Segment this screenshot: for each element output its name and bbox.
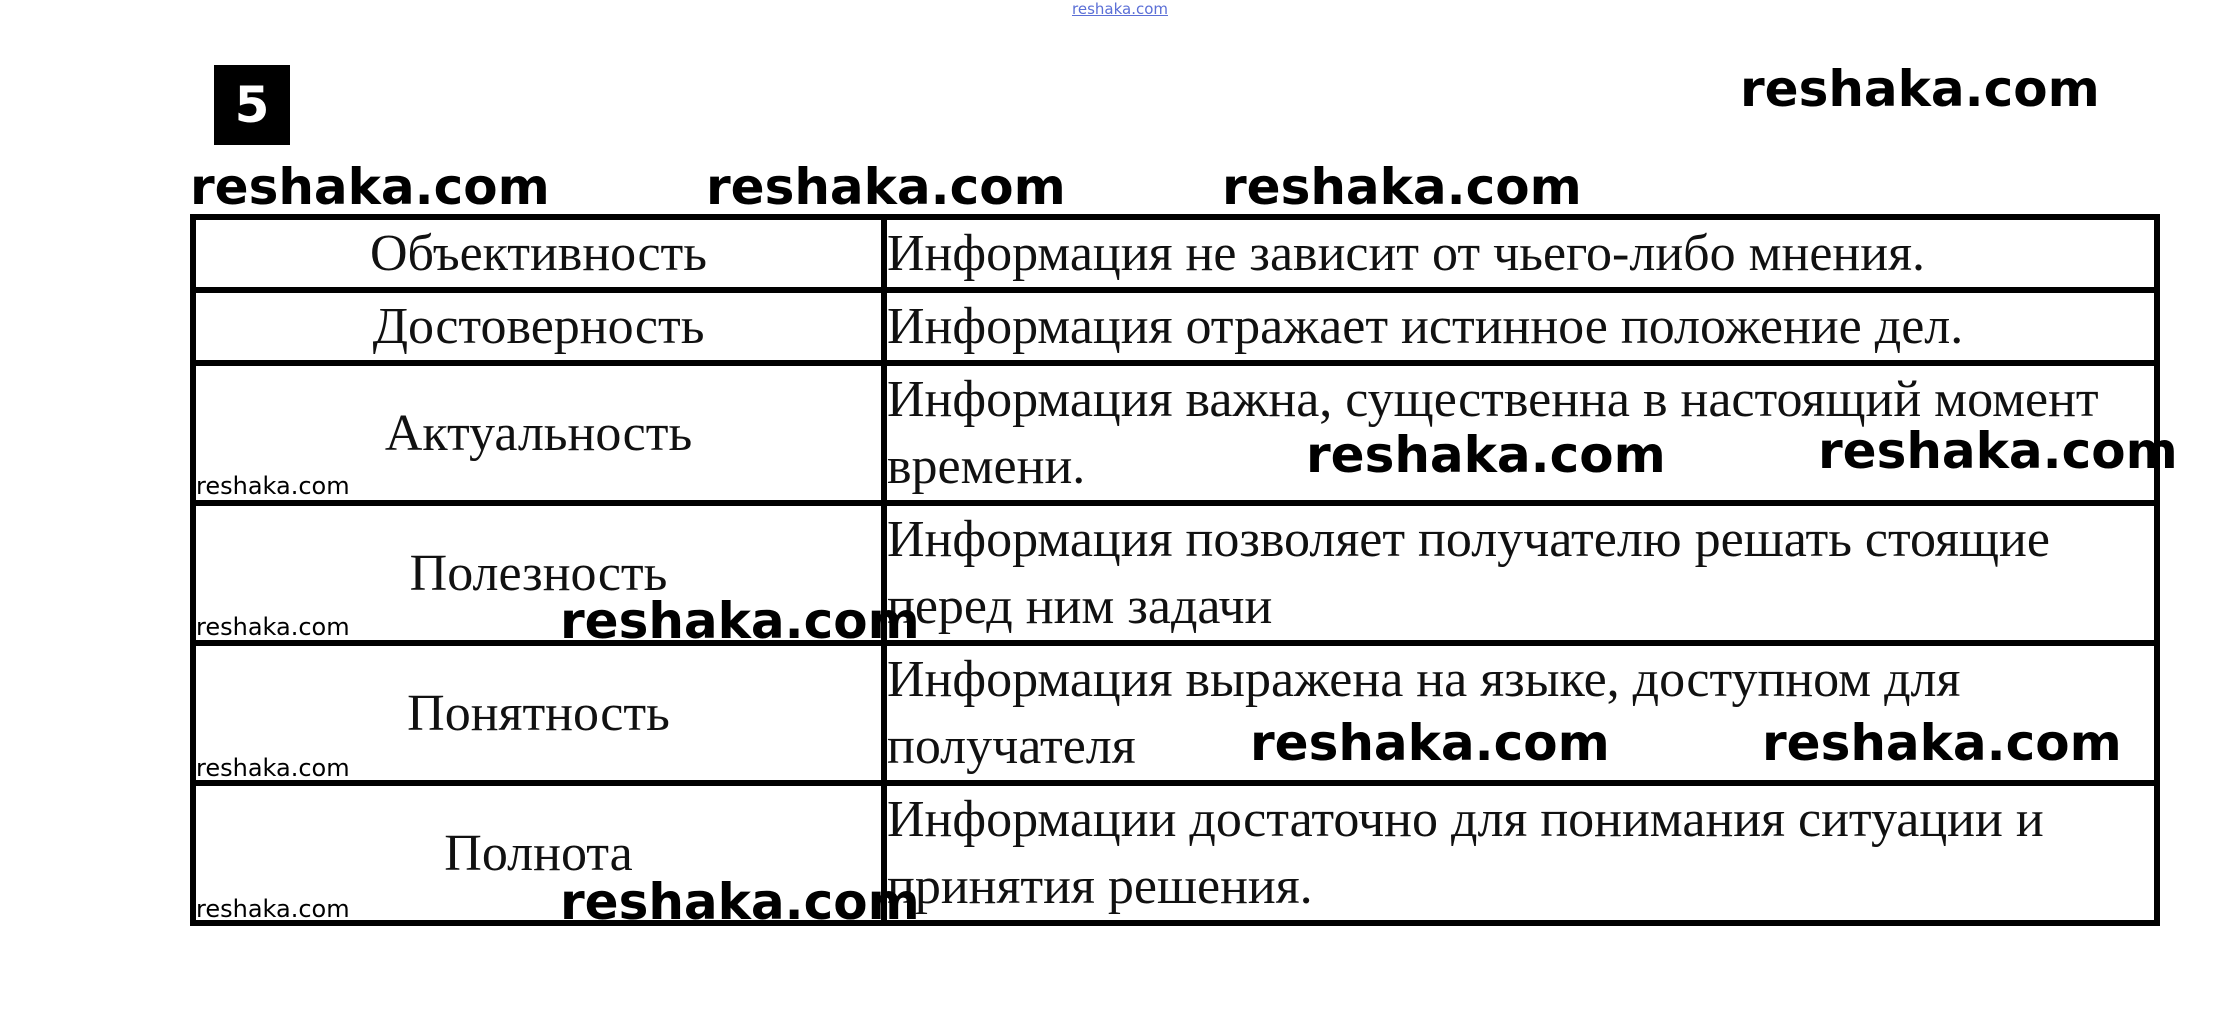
term-label: Объективность — [369, 225, 707, 282]
table-row — [193, 290, 2157, 363]
table-row — [193, 783, 2157, 923]
table-row — [193, 503, 2157, 643]
top-watermark-link[interactable]: reshaka.com — [1072, 0, 1168, 18]
small-watermark-3: reshaka.com — [196, 754, 350, 782]
term-cell — [193, 217, 884, 290]
watermark-in-table-6: reshaka.com — [560, 873, 920, 931]
term-label: Понятность — [407, 684, 670, 742]
term-label: Актуальность — [384, 404, 693, 462]
small-watermark-2: reshaka.com — [196, 613, 350, 641]
definition-cell: Информация выражена на языке, доступном для получателя — [884, 643, 2157, 783]
task-number-badge: 5 — [214, 65, 290, 145]
watermark-above-table-2: reshaka.com — [706, 158, 1066, 216]
watermark-in-table-2: reshaka.com — [1818, 422, 2178, 480]
properties-table — [190, 214, 2160, 926]
definition-cell: Информация не зависит от чьего-либо мнения. — [884, 217, 2157, 290]
watermark-above-table-3: reshaka.com — [1222, 158, 1582, 216]
term-cell — [193, 290, 884, 363]
header-watermark: reshaka.com — [1740, 60, 2100, 118]
watermark-in-table-5: reshaka.com — [1762, 714, 2122, 772]
watermark-in-table-3: reshaka.com — [560, 592, 920, 650]
term-label: Полезность — [409, 544, 668, 602]
definition-cell: Информация отражает истинное положение дел. — [884, 290, 2157, 363]
small-watermark-4: reshaka.com — [196, 895, 350, 923]
table-row — [193, 217, 2157, 290]
definition-cell: Информация позволяет получателю решать стоящие перед ним задачи — [884, 503, 2157, 643]
watermark-in-table-1: reshaka.com — [1306, 426, 1666, 484]
small-watermark-1: reshaka.com — [196, 472, 350, 500]
term-label: Достоверность — [372, 298, 705, 355]
watermark-above-table-1: reshaka.com — [190, 158, 550, 216]
definition-cell: Информация важна, существенна в настоящий момент времени. — [884, 363, 2157, 503]
definition-cell: Информации достаточно для понимания ситуации и принятия решения. — [884, 783, 2157, 923]
term-label: Полнота — [444, 824, 633, 882]
watermark-in-table-4: reshaka.com — [1250, 714, 1610, 772]
